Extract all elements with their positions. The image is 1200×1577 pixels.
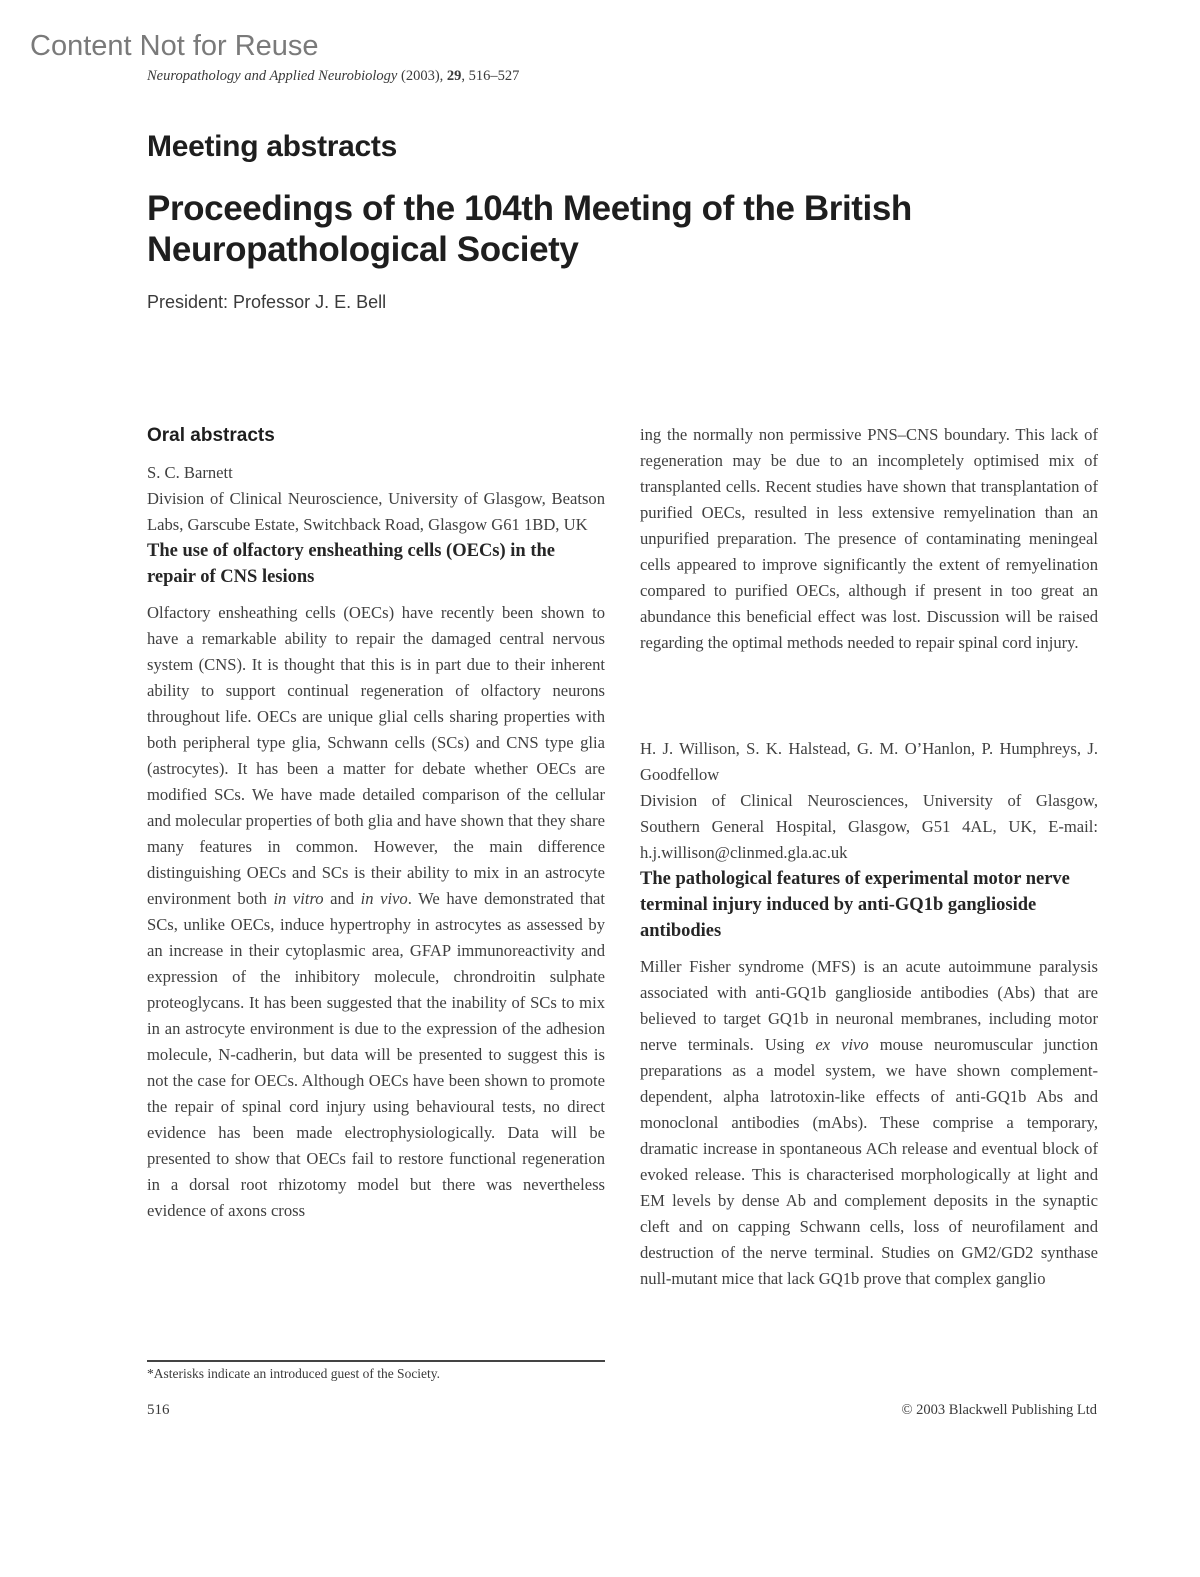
italic-term: in vitro xyxy=(273,889,324,908)
journal-pages: , 516–527 xyxy=(461,68,520,84)
abstract1-body-continued: ing the normally non permissive PNS–CNS boundary. This lack of regeneration may be due to an incompletely optimised mix of transplanted cells. Recent studies have shown that transplantation of purified OECs, resulted in less extensive remyelination than an unpurified preparation. The presence of contaminating meningeal cells appeared to improve significantly the extent of remyelination compared to purified OECs, although if present in too great an abundance this beneficial effect was lost. Discussion will be raised regarding the optimal methods needed to repair spinal cord injury. xyxy=(640,425,1098,652)
oral-abstracts-heading: Oral abstracts xyxy=(147,425,275,446)
body-text: Miller Fisher syndrome (MFS) is an acute autoimmune paralysis associated with anti-GQ1b ganglioside antibodies (Abs) that are believed to target GQ1b in neuronal membranes, including motor nerve terminals. Using xyxy=(640,957,1098,1054)
footnote-divider xyxy=(147,1360,605,1362)
journal-volume: 29 xyxy=(446,68,462,84)
watermark: Content Not for Reuse xyxy=(30,30,319,62)
journal-name: Neuropathology and Applied Neurobiology xyxy=(147,68,398,84)
body-text: and xyxy=(323,889,361,908)
journal-year: (2003), xyxy=(397,68,447,84)
italic-term: ex vivo xyxy=(815,1035,869,1054)
running-head xyxy=(147,68,519,85)
abstract2-title: The pathological features of experimental motor nerve terminal injury induced by anti-GQ1b ganglioside antibodies xyxy=(640,869,1070,941)
footnote: *Asterisks indicate an introduced guest of the Society. xyxy=(147,1366,441,1381)
abstract1-affiliation: Division of Clinical Neuroscience, University of Glasgow, Beatson Labs, Garscube Estate, Switchback Road, Glasgow G61 1BD, UK xyxy=(147,489,605,534)
page-title: Proceedings of the 104th Meeting of the British Neuropathological Society xyxy=(147,189,912,269)
president-line: President: Professor J. E. Bell xyxy=(147,292,387,312)
body-text: mouse neuromuscular junction preparations as a model system, we have shown complement-dependent, alpha latrotoxin-like effects of anti-GQ1b Abs and monoclonal antibodies (mAbs). These comprise a temporary, dramatic increase in spontaneous ACh release and eventual block of evoked release. This is characterised morphologically at light and EM levels by dense Ab and complement deposits in the synaptic cleft and on capping Schwann cells, loss of neurofilament and destruction of the nerve terminal. Studies on GM2/GD2 synthase null-mutant mice that lack GQ1b prove that complex ganglio xyxy=(640,1035,1098,1288)
left-column xyxy=(147,422,605,1224)
right-column xyxy=(640,422,1098,1292)
body-text: Olfactory ensheathing cells (OECs) have recently been shown to have a remarkable ability to repair the damaged central nervous system (CNS). It is thought that this is in part due to their inherent ability to support continual regeneration of olfactory neurons throughout life. OECs are unique glial cells sharing properties with both peripheral type glia, Schwann cells (SCs) and CNS type glia (astrocytes). It has been a matter for debate whether OECs are modified SCs. We have made detailed comparison of the cellular and molecular properties of both glia and have shown that they share many features in common. However, the main difference distinguishing OECs and SCs is their ability to mix in an astrocyte environment both xyxy=(147,603,605,908)
copyright: © 2003 Blackwell Publishing Ltd xyxy=(901,1402,1097,1418)
abstract1-authors: S. C. Barnett xyxy=(147,463,233,482)
italic-term: in vivo xyxy=(360,889,408,908)
abstract2-body xyxy=(640,954,1098,1292)
abstract1-body xyxy=(147,600,605,1224)
page-number: 516 xyxy=(147,1402,170,1418)
section-label: Meeting abstracts xyxy=(147,130,397,163)
abstract2-authors: H. J. Willison, S. K. Halstead, G. M. O’Hanlon, P. Humphreys, J. Goodfellow xyxy=(640,739,1098,784)
abstract2-affiliation: Division of Clinical Neurosciences, University of Glasgow, Southern General Hospital, Glasgow, G51 4AL, UK, E-mail: h.j.willison@clinmed.gla.ac.uk xyxy=(640,791,1098,862)
body-text: . We have demonstrated that SCs, unlike OECs, induce hypertrophy in astrocytes as assessed by an increase in their cytoplasmic area, GFAP immunoreactivity and expression of the inhibitory molecule, chrondroitin sulphate proteoglycans. It has been suggested that the inability of SCs to mix in an astrocyte environment is due to the expression of the adhesion molecule, N-cadherin, but data will be presented to suggest this is not the case for OECs. Although OECs have been shown to promote the repair of spinal cord injury using behavioural tests, no direct evidence has been made electrophysiologically. Data will be presented to show that OECs fail to restore functional regeneration in a dorsal root rhizotomy model but there was nevertheless evidence of axons cross xyxy=(147,889,605,1220)
abstract1-title: The use of olfactory ensheathing cells (OECs) in the repair of CNS lesions xyxy=(147,541,556,587)
